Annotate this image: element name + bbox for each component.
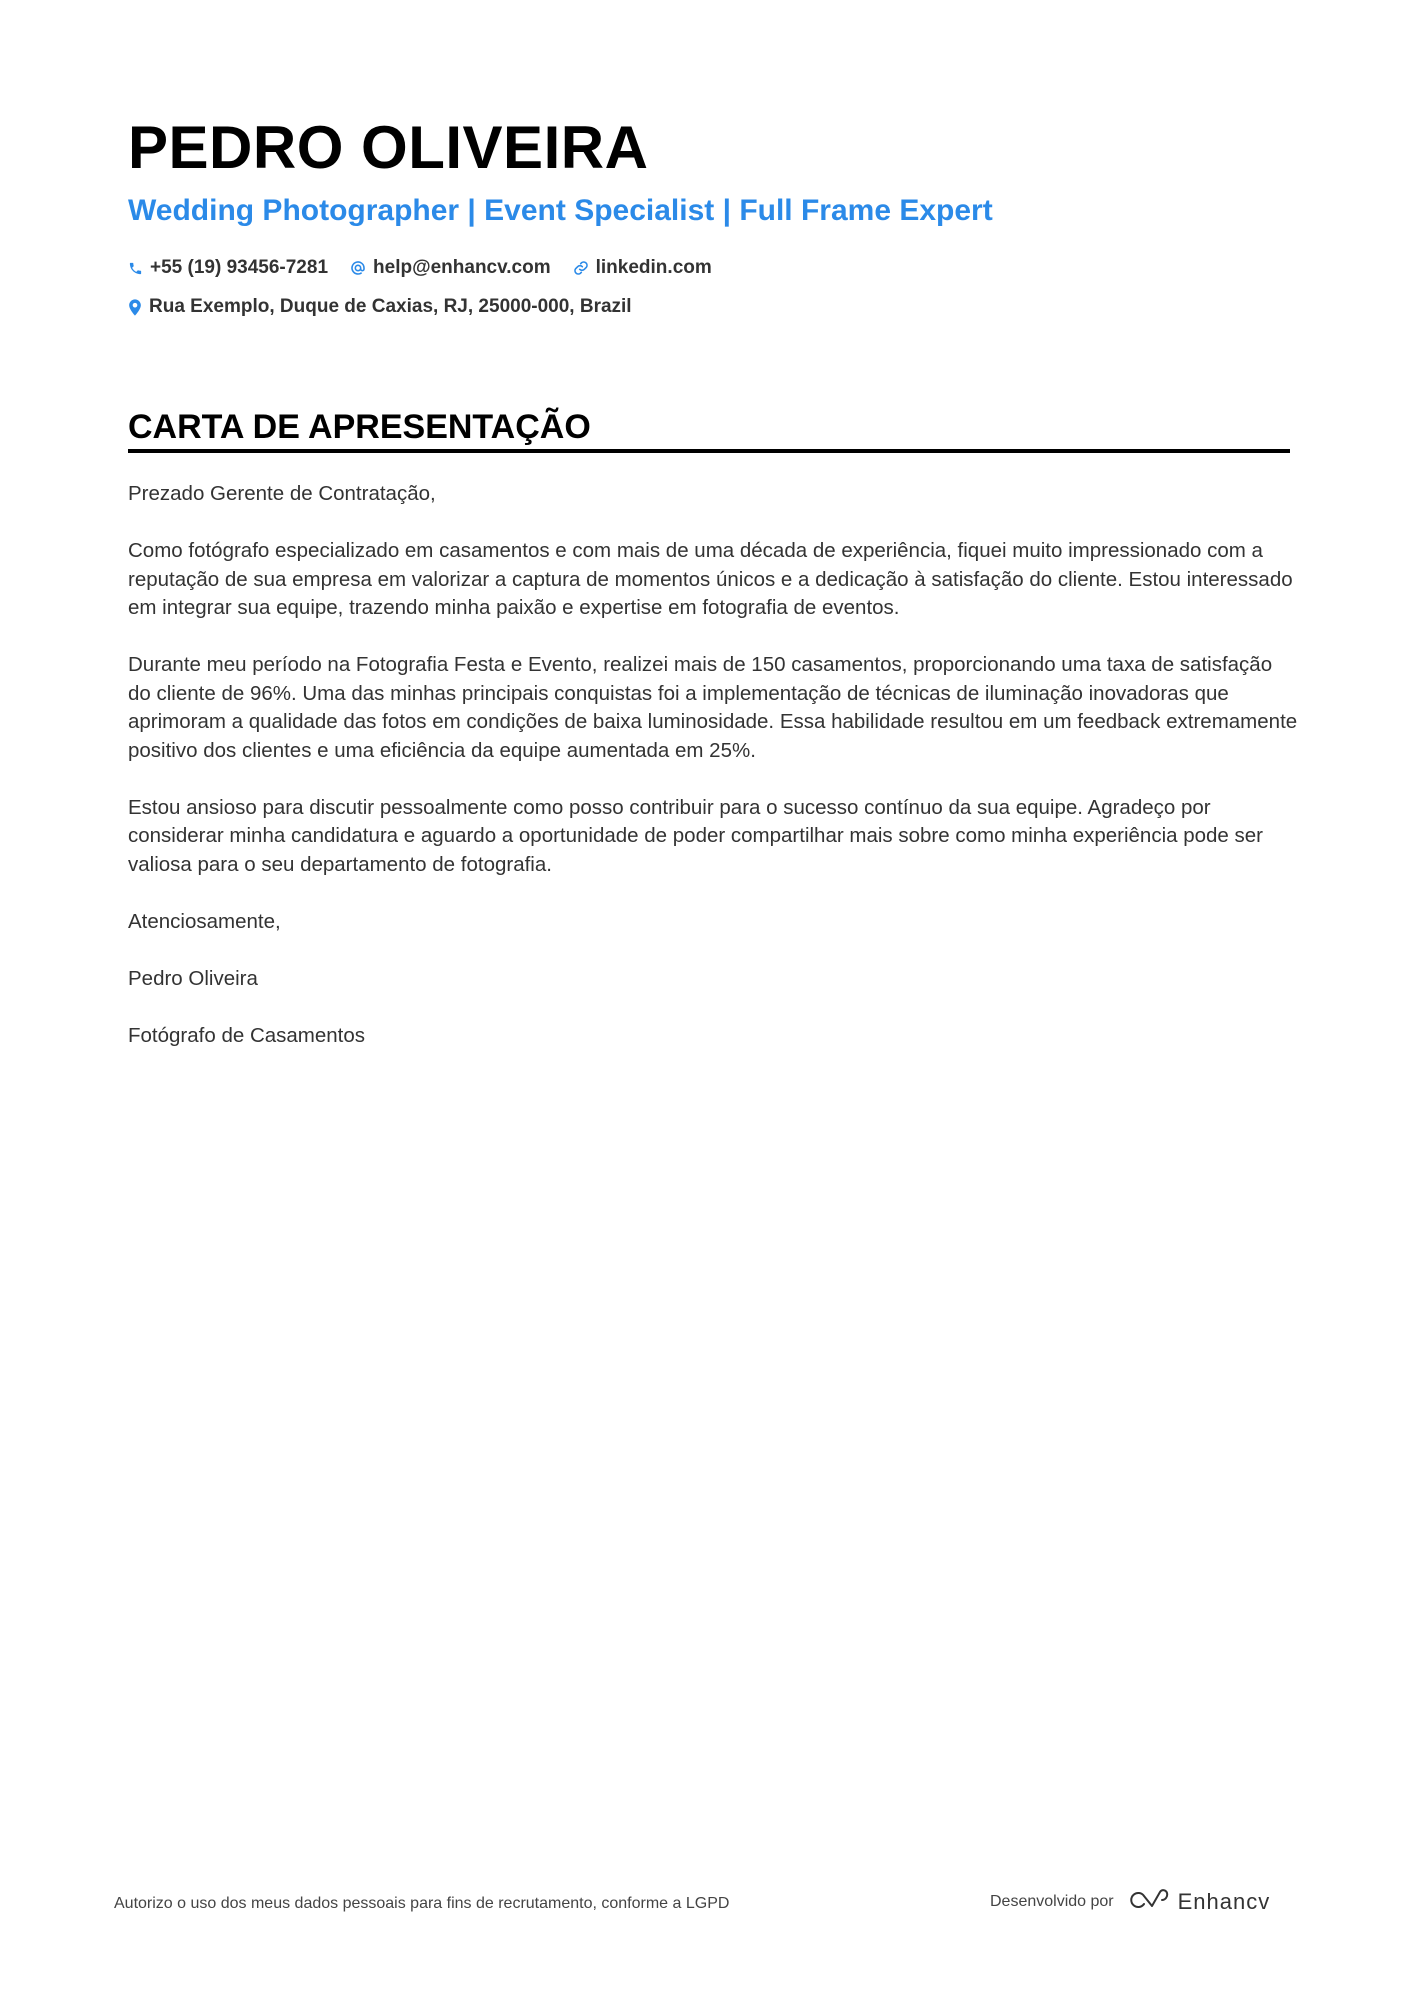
phone-text: +55 (19) 93456-7281: [150, 257, 329, 278]
contact-row-location: [128, 292, 632, 322]
letter-closing: Atenciosamente,: [128, 909, 281, 933]
enhancv-logo-icon: [1126, 1888, 1170, 1917]
letter-paragraph: Durante meu período na Fotografia Festa e Evento, realizei mais de 150 casamentos, proporcionando uma taxa de satisfação do cliente de 96%. Uma das minhas principais conquistas foi a implementação de técnicas de iluminação inovadoras que aprimoram a qualidade das fotos em condições de baixa luminosidade. Essa habilidade resultou em um feedback extremamente positivo dos clientes e uma eficiência da equipe aumentada em 25%.: [128, 653, 1298, 762]
location-text: Rua Exemplo, Duque de Caxias, RJ, 25000-000, Brazil: [149, 296, 632, 317]
candidate-name: PEDRO OLIVEIRA: [128, 114, 649, 181]
link-icon: [573, 260, 589, 276]
contact-email[interactable]: [350, 257, 551, 279]
letter-paragraph: Como fotógrafo especializado em casamentos e com mais de uma década de experiência, fiquei muito impressionado com a reputação de sua empresa em valorizar a captura de momentos únicos e a dedicação à satisfação do cliente. Estou interessado em integrar sua equipe, trazendo minha paixão e expertise em fotografia de eventos.: [128, 539, 1293, 619]
signature-title: Fotógrafo de Casamentos: [128, 1023, 366, 1047]
phone-icon: [128, 261, 143, 276]
map-pin-icon: [128, 299, 142, 316]
signature-name: Pedro Oliveira: [128, 966, 258, 990]
section-divider: [128, 449, 1290, 453]
footer-consent: Autorizo o uso dos meus dados pessoais para fins de recrutamento, conforme a LGPD: [114, 1895, 730, 1912]
section-title: CARTA DE APRESENTAÇÃO: [128, 408, 591, 446]
at-icon: [350, 260, 366, 276]
letter-body: [128, 480, 1300, 1079]
linkedin-text: linkedin.com: [595, 257, 712, 278]
brand-logo[interactable]: [1126, 1888, 1271, 1917]
letter-greeting: Prezado Gerente de Contratação,: [128, 482, 436, 505]
letter-paragraph: Estou ansioso para discutir pessoalmente como posso contribuir para o sucesso contínuo da sua equipe. Agradeço por considerar minha candidatura e aguardo a oportunidade de poder compartilhar mais sobre como minha experiência pode ser valiosa para o seu departamento de fotografia.: [128, 795, 1264, 876]
candidate-headline: Wedding Photographer | Event Specialist | Full Frame Expert: [128, 194, 993, 227]
email-text: help@enhancv.com: [373, 257, 551, 278]
footer-branding[interactable]: [990, 1887, 1270, 1917]
powered-by-label: Desenvolvido por: [990, 1893, 1114, 1910]
contact-row: [128, 253, 712, 283]
contact-linkedin[interactable]: [573, 257, 712, 279]
brand-name: Enhancv: [1177, 1889, 1271, 1914]
contact-location: [128, 296, 632, 318]
contact-phone[interactable]: [128, 257, 328, 279]
